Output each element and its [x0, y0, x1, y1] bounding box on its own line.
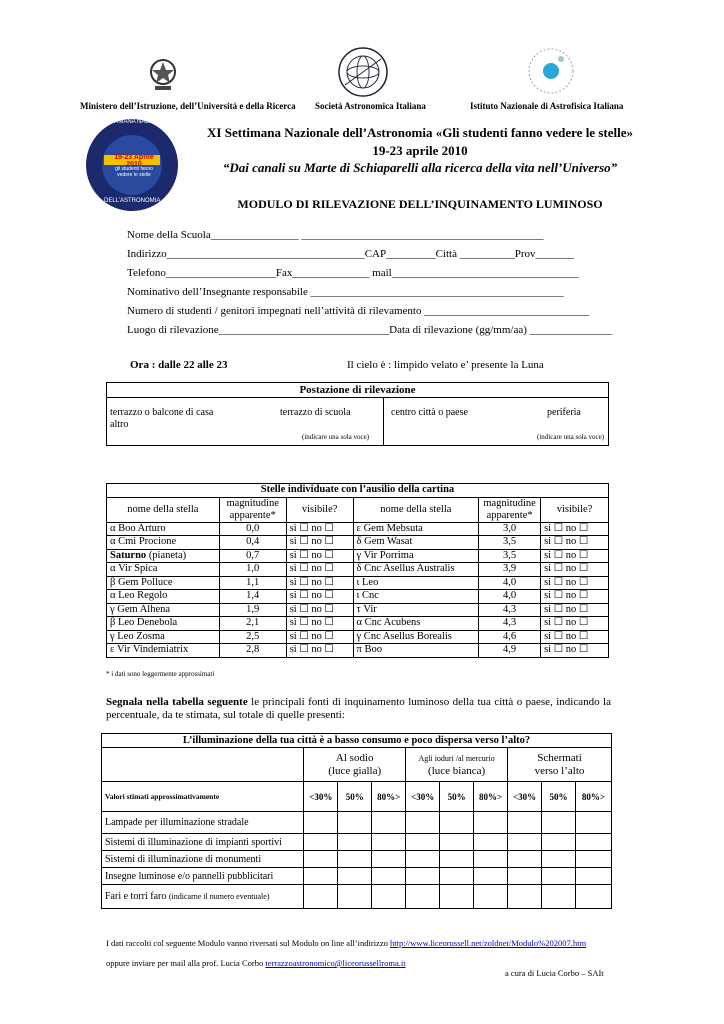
input-cell[interactable]	[542, 885, 576, 909]
input-cell[interactable]	[304, 851, 338, 868]
badge-bottom: DELL’ASTRONOMIA	[104, 198, 161, 204]
badge-subtitle: gli studenti fanno vedere le stelle	[115, 166, 153, 178]
col-header: visibile?	[541, 497, 609, 522]
input-cell[interactable]	[508, 834, 542, 851]
input-cell[interactable]	[575, 851, 611, 868]
ora-label: Ora : dalle 22 alle 23	[130, 359, 228, 371]
segnala-paragraph	[106, 696, 611, 722]
sodio-label: Al sodio	[335, 751, 374, 764]
sai-label: Società Astronomica Italiana	[315, 101, 426, 111]
table-row	[107, 563, 609, 577]
footer-text1: I dati raccolti col seguente Modulo vanno riversati sul Modulo on line all’indirizzo	[106, 938, 390, 948]
illumination-table	[101, 733, 612, 909]
stars-table	[106, 483, 609, 658]
ministry-label: Ministero dell’Istruzione, dell’Università e della Ricerca	[80, 101, 296, 111]
option-periferia[interactable]: periferia	[547, 407, 581, 418]
fari-label: Fari e torri faro	[105, 891, 167, 902]
star-magnitude: 1,0	[219, 563, 286, 577]
percent-header: <30%	[508, 782, 542, 812]
footer-line2	[106, 958, 406, 968]
republic-emblem-logo	[148, 55, 178, 93]
percent-header: <30%	[304, 782, 338, 812]
input-cell[interactable]	[372, 885, 406, 909]
schermati-label: Schermati	[537, 751, 582, 764]
col-header: visibile?	[286, 497, 353, 522]
star-magnitude: 3,0	[479, 522, 541, 536]
star-name: α Cmi Procione	[107, 536, 220, 550]
visible-checkbox[interactable]: si ☐ no ☐	[286, 630, 353, 644]
star-magnitude: 4,0	[479, 576, 541, 590]
percent-header: 50%	[440, 782, 474, 812]
segnala-rest: le principali fonti di inquinamento luminoso della tua città o paese, indicando la percentuale, da te stimata, sul totale di quelle presenti:	[106, 696, 611, 721]
input-cell[interactable]	[508, 812, 542, 834]
visible-checkbox[interactable]: si ☐ no ☐	[541, 576, 609, 590]
illum-row-label: Sistemi di illuminazione di impianti sportivi	[102, 834, 304, 851]
col-header: magnitudine apparente*	[479, 497, 541, 522]
input-cell[interactable]	[474, 885, 508, 909]
input-cell[interactable]	[542, 812, 576, 834]
star-name: δ Gem Wasat	[353, 536, 479, 550]
email-link[interactable]: terrazzoastronomico@liceorussellroma.it	[265, 958, 406, 968]
input-cell[interactable]	[406, 885, 440, 909]
illum-row-label: Insegne luminose e/o pannelli pubblicitari	[102, 868, 304, 885]
illum-row-label: Lampade per illuminazione stradale	[102, 812, 304, 834]
percent-header: 80%>	[474, 782, 508, 812]
schermati-sub: verso l’alto	[534, 764, 585, 777]
star-name: γ Gem Alhena	[107, 603, 220, 617]
star-magnitude: 3,9	[479, 563, 541, 577]
illum-empty-cell	[102, 748, 304, 782]
segnala-bold: Segnala nella tabella seguente	[106, 696, 248, 708]
visible-checkbox[interactable]: si ☐ no ☐	[286, 563, 353, 577]
col-header: nome della stella	[353, 497, 479, 522]
star-name: δ Cnc Asellus Australis	[353, 563, 479, 577]
input-cell[interactable]	[440, 812, 474, 834]
input-cell[interactable]	[304, 885, 338, 909]
input-cell[interactable]	[372, 834, 406, 851]
ioduri-sub: (luce bianca)	[428, 764, 486, 777]
star-magnitude: 0,7	[219, 549, 286, 563]
input-cell[interactable]	[338, 812, 372, 834]
percent-header: 80%>	[575, 782, 611, 812]
illum-row-label	[102, 885, 304, 909]
option-altro[interactable]: altro	[110, 419, 129, 430]
input-cell[interactable]	[474, 834, 508, 851]
postazione-divider	[383, 398, 384, 445]
table-row	[107, 603, 609, 617]
field-luogo[interactable]: Luogo di rilevazione_______________________________Data di rilevazione (gg/mm/aa) _______________	[127, 324, 613, 336]
input-cell[interactable]	[406, 851, 440, 868]
valori-label: Valori stimati approssimativamente	[102, 782, 304, 812]
table-row	[107, 644, 609, 658]
input-cell[interactable]	[372, 868, 406, 885]
input-cell[interactable]	[542, 834, 576, 851]
input-cell[interactable]	[372, 851, 406, 868]
star-magnitude: 4,6	[479, 630, 541, 644]
star-magnitude: 1,4	[219, 590, 286, 604]
visible-checkbox[interactable]: si ☐ no ☐	[286, 590, 353, 604]
input-cell[interactable]	[304, 834, 338, 851]
visible-checkbox[interactable]: si ☐ no ☐	[286, 536, 353, 550]
visible-checkbox[interactable]: si ☐ no ☐	[286, 576, 353, 590]
input-cell[interactable]	[474, 851, 508, 868]
sai-logo	[335, 45, 391, 99]
option-terrazzo-scuola[interactable]: terrazzo di scuola	[280, 407, 351, 418]
input-cell[interactable]	[338, 868, 372, 885]
star-magnitude: 4,9	[479, 644, 541, 658]
visible-checkbox[interactable]: si ☐ no ☐	[541, 549, 609, 563]
input-cell[interactable]	[542, 851, 576, 868]
input-cell[interactable]	[575, 834, 611, 851]
stars-table-title: Stelle individuate con l’ausilio della cartina	[107, 484, 609, 498]
star-name: α Vir Spica	[107, 563, 220, 577]
visible-checkbox[interactable]: si ☐ no ☐	[286, 549, 353, 563]
table-row	[102, 812, 612, 834]
ioduri-label: Agli ioduri /al mercurio	[418, 753, 495, 763]
star-magnitude: 4,3	[479, 603, 541, 617]
inaf-label: Istituto Nazionale di Astrofisica Italiana	[470, 101, 624, 111]
table-row	[107, 522, 609, 536]
star-name: ε Vir Vindemiatrix	[107, 644, 220, 658]
input-cell[interactable]	[440, 885, 474, 909]
badge-title: XI SETTIMANA NAZIONALE	[94, 119, 172, 125]
input-cell[interactable]	[304, 868, 338, 885]
table-row	[102, 868, 612, 885]
inaf-logo	[525, 45, 577, 97]
star-magnitude: 2,1	[219, 617, 286, 631]
input-cell[interactable]	[575, 812, 611, 834]
percent-header: 50%	[338, 782, 372, 812]
star-name: α Cnc Acubens	[353, 617, 479, 631]
star-magnitude: 3,5	[479, 536, 541, 550]
table-row	[102, 851, 612, 868]
sodio-sub: (luce gialla)	[328, 764, 382, 777]
input-cell[interactable]	[372, 812, 406, 834]
star-name: ι Cnc	[353, 590, 479, 604]
table-row	[107, 617, 609, 631]
input-cell[interactable]	[440, 868, 474, 885]
star-name: α Boo Arturo	[107, 522, 220, 536]
percent-header: 50%	[542, 782, 576, 812]
col-header: nome della stella	[107, 497, 220, 522]
postazione-note-right: (indicare una sola voce)	[537, 433, 605, 441]
table-row	[107, 576, 609, 590]
star-magnitude: 0,0	[219, 522, 286, 536]
postazione-note-left: (indicare una sola voce)	[302, 433, 370, 441]
visible-checkbox[interactable]: si ☐ no ☐	[286, 603, 353, 617]
input-cell[interactable]	[406, 812, 440, 834]
stars-note: * i dati sono leggermente approssimati	[106, 670, 215, 678]
cielo-options[interactable]: Il cielo è : limpido velato e’ presente la Luna	[347, 359, 544, 371]
star-name: β Leo Denebola	[107, 617, 220, 631]
fari-note: (indicarne il numero eventuale)	[168, 892, 270, 901]
star-magnitude: 4,3	[479, 617, 541, 631]
field-insegnante[interactable]: Nominativo dell’Insegnante responsabile ______________________________________________	[127, 286, 564, 298]
visible-checkbox[interactable]: si ☐ no ☐	[541, 563, 609, 577]
visible-checkbox[interactable]: si ☐ no ☐	[541, 590, 609, 604]
star-magnitude: 1,1	[219, 576, 286, 590]
event-dates: 19-23 aprile 2010	[372, 143, 468, 158]
field-scuola[interactable]: Nome della Scuola________________ ____________________________________________	[127, 229, 544, 241]
input-cell[interactable]	[474, 868, 508, 885]
input-cell[interactable]	[440, 851, 474, 868]
input-cell[interactable]	[304, 812, 338, 834]
star-name: π Boo	[353, 644, 479, 658]
star-name: γ Vir Porrima	[353, 549, 479, 563]
field-studenti[interactable]: Numero di studenti / genitori impegnati nell’attività di rilevamento ______________________________	[127, 305, 590, 317]
visible-checkbox[interactable]: si ☐ no ☐	[541, 603, 609, 617]
visible-checkbox[interactable]: si ☐ no ☐	[541, 644, 609, 658]
star-magnitude: 4,0	[479, 590, 541, 604]
star-magnitude: 2,8	[219, 644, 286, 658]
option-centro[interactable]: centro città o paese	[391, 407, 468, 418]
postazione-header: Postazione di rilevazione	[107, 383, 608, 398]
star-magnitude: 2,5	[219, 630, 286, 644]
star-name: ι Leo	[353, 576, 479, 590]
visible-checkbox[interactable]: si ☐ no ☐	[541, 522, 609, 536]
star-magnitude: 0,4	[219, 536, 286, 550]
input-cell[interactable]	[338, 885, 372, 909]
modulo-online-link[interactable]: http://www.liceorussell.net/zoldnet/Modulo%202007.htm	[389, 938, 587, 948]
star-name: β Gem Polluce	[107, 576, 220, 590]
event-subtitle: “Dai canali su Marte di Schiaparelli alla ricerca della vita nell’Universo”	[222, 160, 618, 175]
star-name: ε Gem Mebsuta	[353, 522, 479, 536]
page-title: XI Settimana Nazionale dell’Astronomia «Gli studenti fanno vedere le stelle»	[207, 125, 633, 140]
star-magnitude: 1,9	[219, 603, 286, 617]
input-cell[interactable]	[508, 868, 542, 885]
input-cell[interactable]	[575, 885, 611, 909]
schermati-header	[508, 748, 612, 782]
badge-dates: 19-23 Aprile 2010	[114, 154, 154, 168]
table-row	[107, 590, 609, 604]
footer-credit: a cura di Lucia Corbo – SAIt	[505, 968, 604, 978]
visible-checkbox[interactable]: si ☐ no ☐	[541, 536, 609, 550]
input-cell[interactable]	[338, 834, 372, 851]
field-indirizzo[interactable]: Indirizzo____________________________________CAP_________Città __________Prov_______	[127, 248, 575, 260]
input-cell[interactable]	[406, 868, 440, 885]
star-magnitude: 3,5	[479, 549, 541, 563]
table-row	[102, 834, 612, 851]
visible-checkbox[interactable]: si ☐ no ☐	[286, 644, 353, 658]
visible-checkbox[interactable]: si ☐ no ☐	[541, 630, 609, 644]
illum-row-label: Sistemi di illuminazione di monumenti	[102, 851, 304, 868]
postazione-box	[106, 382, 609, 446]
star-name: Saturno (pianeta)	[107, 549, 220, 563]
input-cell[interactable]	[440, 834, 474, 851]
ioduri-header	[406, 748, 508, 782]
footer-line1	[106, 938, 586, 948]
input-cell[interactable]	[338, 851, 372, 868]
input-cell[interactable]	[406, 834, 440, 851]
option-terrazzo-casa[interactable]: terrazzo o balcone di casa	[110, 407, 214, 418]
star-name: τ Vir	[353, 603, 479, 617]
table-row	[107, 630, 609, 644]
table-row	[107, 549, 609, 563]
saturno-bold: Saturno	[110, 549, 147, 561]
illum-title: L’illuminazione della tua città è a basso consumo e poco dispersa verso l’alto?	[102, 734, 612, 748]
sodio-header	[304, 748, 406, 782]
visible-checkbox[interactable]: si ☐ no ☐	[541, 617, 609, 631]
form-title: MODULO DI RILEVAZIONE DELL’INQUINAMENTO LUMINOSO	[237, 197, 603, 211]
footer-text2: oppure inviare per mail alla prof. Lucia Corbo	[106, 958, 266, 968]
input-cell[interactable]	[508, 885, 542, 909]
percent-header: 80%>	[372, 782, 406, 812]
input-cell[interactable]	[508, 851, 542, 868]
input-cell[interactable]	[542, 868, 576, 885]
visible-checkbox[interactable]: si ☐ no ☐	[286, 522, 353, 536]
percent-header: <30%	[406, 782, 440, 812]
input-cell[interactable]	[474, 812, 508, 834]
star-name: γ Cnc Asellus Borealis	[353, 630, 479, 644]
col-header: magnitudine apparente*	[219, 497, 286, 522]
field-telefono[interactable]: Telefono____________________Fax______________ mail__________________________________	[127, 267, 579, 279]
star-name: α Leo Regolo	[107, 590, 220, 604]
visible-checkbox[interactable]: si ☐ no ☐	[286, 617, 353, 631]
table-row	[107, 536, 609, 550]
input-cell[interactable]	[575, 868, 611, 885]
star-name: γ Leo Zosma	[107, 630, 220, 644]
